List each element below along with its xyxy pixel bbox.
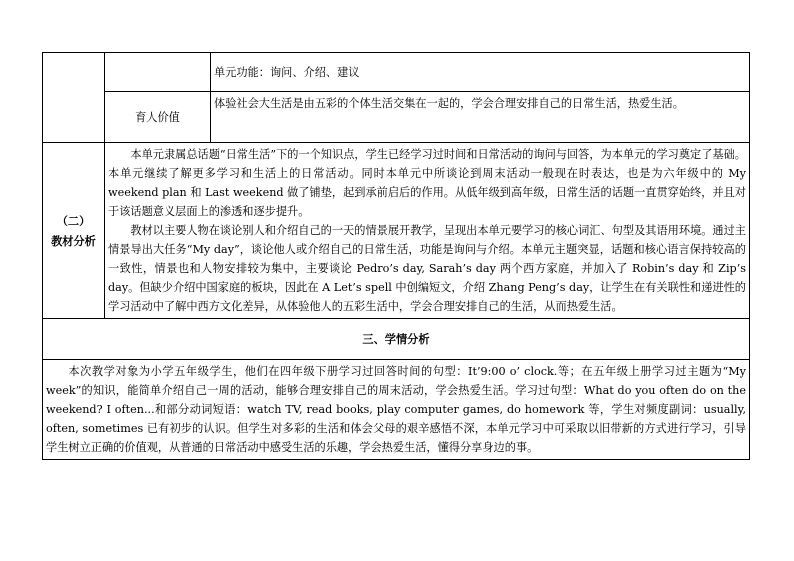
section3-content-row	[43, 360, 750, 460]
education-value-text: 体验社会大生活是由五彩的个体生活交集在一起的，学会合理安排自己的日常生活，热爱生活。	[211, 92, 750, 143]
empty-label-cell	[105, 53, 211, 92]
materials-section-number: （二）	[56, 213, 91, 228]
learner-analysis-content	[43, 360, 750, 460]
unit-function-text: 单元功能：询问、介绍、建议	[211, 53, 750, 92]
learner-analysis-paragraph: 本次教学对象为小学五年级学生，他们在四年级下册学习过回答时间的句型：It’9:00 o’ clock.等；在五年级上册学习过主题为“My week”的知识，能简单介绍自己一周的活动，能够合理安排自己的周末活动，学会热爱生活。学习过句型：What do you often do on the weekend? I often...和部分动词短语：watch TV, read books, play computer games, do homework 等，学生对频度副词：usually, often, sometimes 已有初步的认识。但学生对多彩的生活和体会父母的艰辛感悟不深，本单元学习中可采取以旧带新的方式进行学习，引导学生树立正确的价值观，从普通的日常活动中感受生活的乐趣，学会热爱生活，懂得分享身边的事。	[46, 365, 746, 454]
empty-left-cell	[43, 53, 105, 143]
section3-title-row	[43, 319, 750, 360]
materials-section-title: 教材分析	[51, 233, 96, 248]
learner-analysis-title: 三、学情分析	[43, 319, 750, 360]
materials-analysis-content	[105, 143, 750, 319]
function-row	[43, 53, 750, 92]
lesson-plan-table	[42, 52, 750, 460]
education-value-row	[43, 92, 750, 143]
education-value-label: 育人价值	[105, 92, 211, 143]
materials-analysis-label	[43, 143, 105, 319]
materials-analysis-row	[43, 143, 750, 319]
document-page	[42, 52, 750, 460]
materials-paragraph-1: 本单元隶属总话题“日常生活”下的一个知识点，学生已经学习过时间和日常活动的询问与回答，为本单元的学习奠定了基础。本单元继续了解更多学习和生活上的日常活动。同时本单元中所谈论到周末活动一般现在时表达，也是为六年级中的 My weekend plan 和 Last weekend 做了铺垫，起到承前启后的作用。从低年级到高年级，日常生活的话题一直贯穿始终，并且对于该话题意义层面上的渗透和逐步提升。	[108, 148, 746, 218]
materials-paragraph-2: 教材以主要人物在谈论别人和介绍自己的一天的情景展开教学，呈现出本单元要学习的核心词汇、句型及其语用环境。通过主情景导出大任务“My day”，谈论他人或介绍自己的日常生活，功能是询问与介绍。本单元主题突显，话题和核心语言保持较高的一致性，情景也和人物安排较为集中，主要谈论 Pedro’s day, Sarah’s day 两个西方家庭，并加入了 Robin’s day 和 Zip’s day。但缺少介绍中国家庭的板块，因此在 A Let’s spell 中创编短文，介绍 Zhang Peng’s day，让学生在有关联性和递进性的学习活动中了解中西方文化差异，从体验他人的五彩生活中，学会合理安排自己的生活，从而热爱生活。	[108, 224, 746, 313]
